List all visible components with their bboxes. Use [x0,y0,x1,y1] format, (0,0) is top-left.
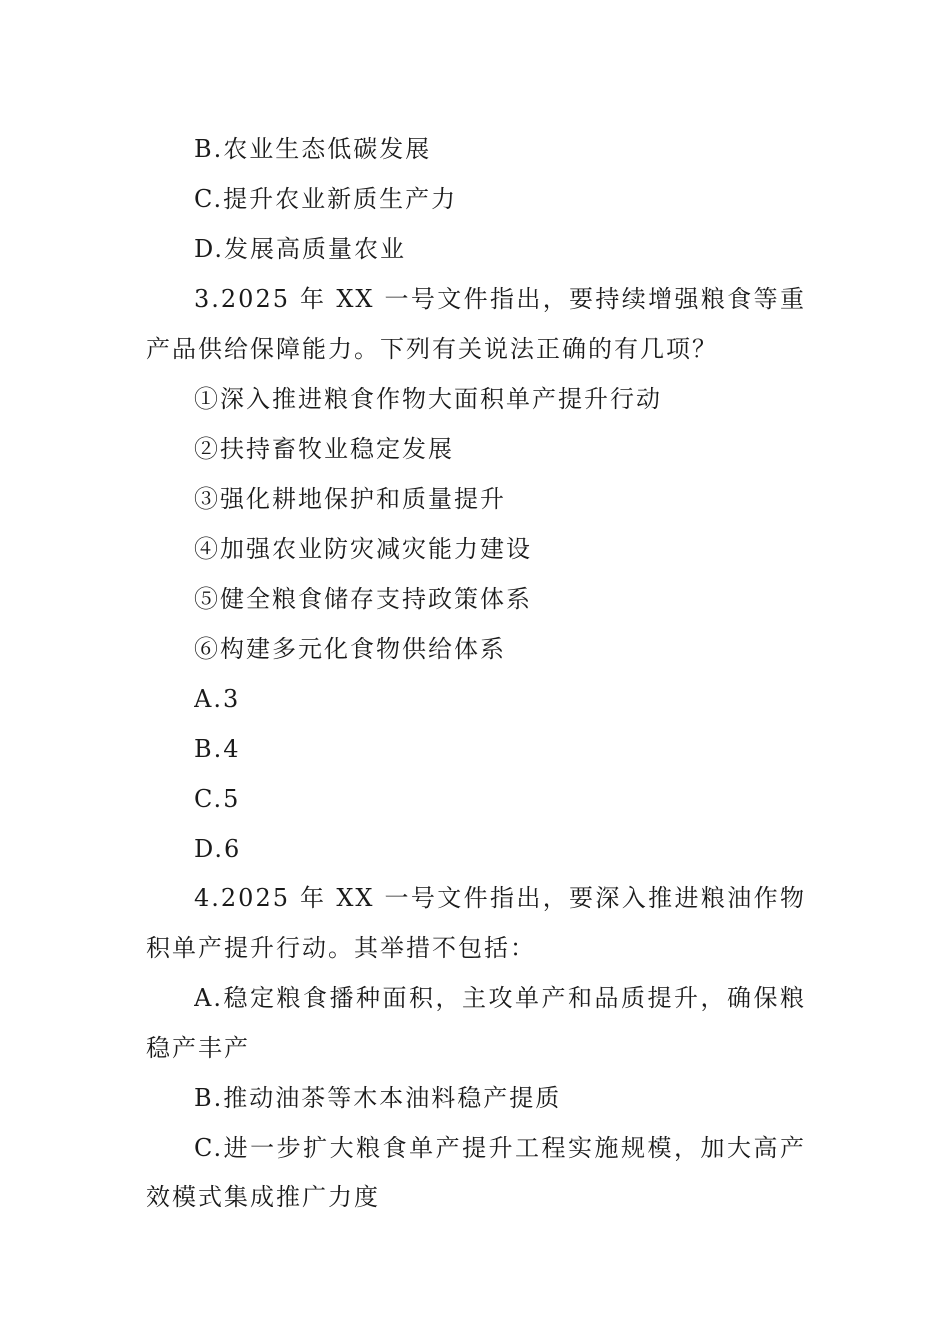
q4-stem-line-2: 积单产提升行动。其举措不包括： [146,934,536,962]
q2-option-b: B.农业生态低碳发展 [194,135,432,163]
q2-option-c: C.提升农业新质生产力 [194,185,458,213]
q3-option-a: A.3 [194,685,241,713]
q3-item-2: ②扶持畜牧业稳定发展 [194,435,454,463]
q3-item-1: ①深入推进粮食作物大面积单产提升行动 [194,385,662,413]
q3-stem-line-1: 3.2025 年 XX 一号文件指出，要持续增强粮食等重 [194,285,806,313]
q4-stem-line-1: 4.2025 年 XX 一号文件指出，要深入推进粮油作物 [194,884,806,912]
q2-option-d: D.发展高质量农业 [194,235,407,263]
q4-option-c-line-2: 效模式集成推广力度 [146,1183,380,1211]
q3-option-b: B.4 [194,735,241,763]
q4-option-b: B.推动油茶等木本油料稳产提质 [194,1084,562,1112]
q3-item-3: ③强化耕地保护和质量提升 [194,485,506,513]
q4-option-a-line-2: 稳产丰产 [146,1034,250,1062]
q4-option-a-line-1: A.稳定粮食播种面积，主攻单产和品质提升，确保粮 [194,984,806,1012]
q4-option-c-line-1: C.进一步扩大粮食单产提升工程实施规模，加大高产 [194,1134,806,1162]
q3-option-c: C.5 [194,785,241,813]
q3-item-6: ⑥构建多元化食物供给体系 [194,635,506,663]
q3-stem-line-2: 产品供给保障能力。下列有关说法正确的有几项？ [146,335,718,363]
q3-item-5: ⑤健全粮食储存支持政策体系 [194,585,532,613]
q3-item-4: ④加强农业防灾减灾能力建设 [194,535,532,563]
q3-option-d: D.6 [194,835,242,863]
